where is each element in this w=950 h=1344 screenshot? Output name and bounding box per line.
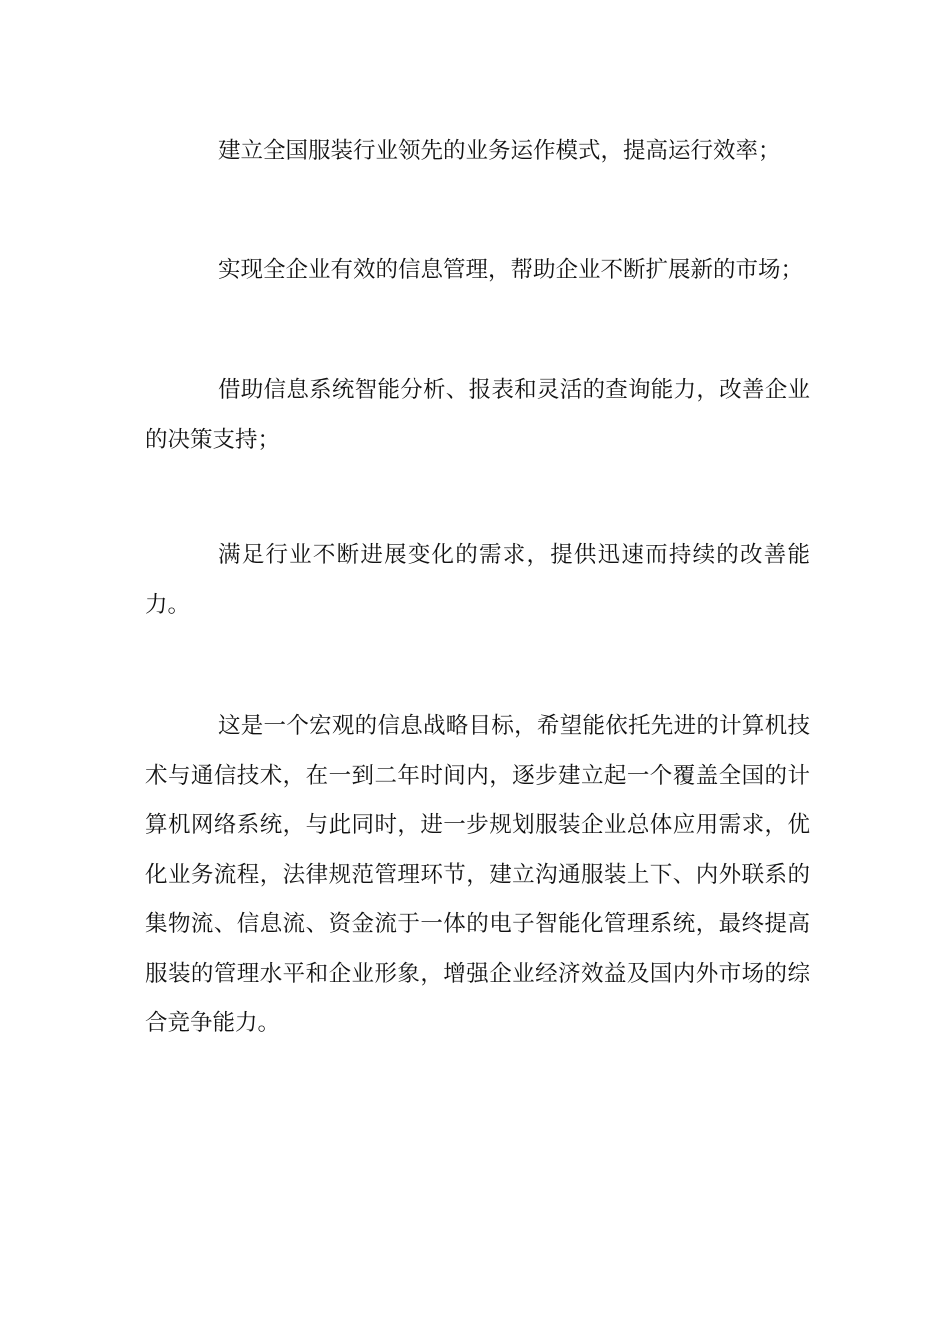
paragraph-strategy-summary: 这是一个宏观的信息战略目标，希望能依托先进的计算机技术与通信技术，在一到二年时间内，逐步建立起一个覆盖全国的计算机网络系统，与此同时，进一步规划服装企业总体应用需求，优化业务流程，法律规范管理环节，建立沟通服装上下、内外联系的集物流、信息流、资金流于一体的电子智能化管理系统，最终提高服装的管理水平和企业形象，增强企业经济效益及国内外市场的综合竞争能力。 <box>145 713 810 1036</box>
paragraph-goal-1: 建立全国服装行业领先的业务运作模式，提高运行效率； <box>218 138 781 164</box>
paragraph-goal-2: 实现全企业有效的信息管理，帮助企业不断扩展新的市场； <box>218 257 804 283</box>
paragraph-goal-4: 满足行业不断进展变化的需求，提供迅速而持续的改善能力。 <box>145 542 810 618</box>
paragraph-goal-3: 借助信息系统智能分析、报表和灵活的查询能力，改善企业的决策支持； <box>145 377 810 453</box>
